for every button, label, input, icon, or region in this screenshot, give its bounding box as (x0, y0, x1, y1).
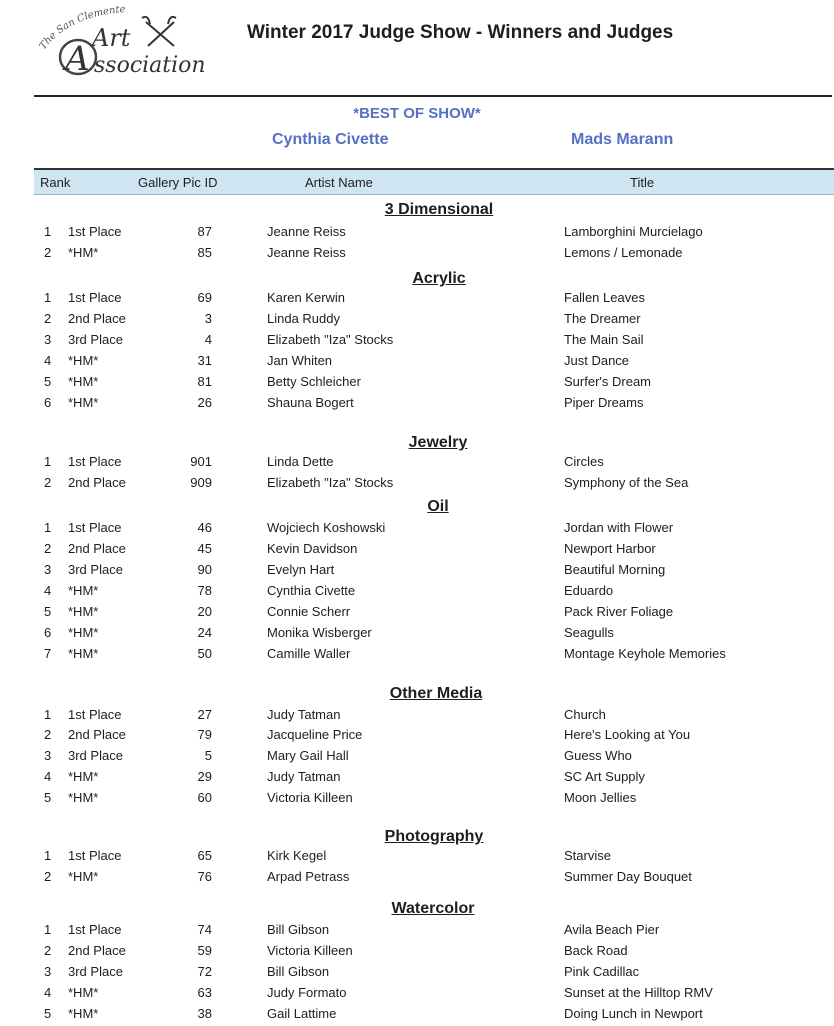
logo-initial: A (65, 39, 90, 78)
artwork-title: Montage Keyhole Memories (564, 646, 726, 661)
category-heading: Oil (427, 498, 449, 515)
table-row (0, 1006, 834, 1026)
table-row (0, 475, 834, 495)
gallery-pic-id: 4 (204, 332, 212, 347)
table-row (0, 520, 834, 540)
gallery-pic-id: 29 (197, 769, 212, 784)
artist-name: Linda Ruddy (267, 311, 340, 326)
table-row (0, 748, 834, 768)
table-row (0, 727, 834, 747)
artwork-title: Pack River Foliage (564, 604, 674, 619)
best-of-show-winner: Mads Marann (571, 131, 674, 148)
gallery-pic-id: 45 (197, 541, 212, 556)
table-row (0, 625, 834, 645)
artist-name: Karen Kerwin (267, 290, 346, 305)
rank-number: 4 (44, 583, 52, 598)
placement: *HM* (68, 604, 99, 619)
table-row (0, 790, 834, 810)
category-heading: Watercolor (391, 900, 475, 917)
art-association-logo (34, 2, 204, 78)
gallery-pic-id: 60 (197, 790, 212, 805)
table-header (34, 168, 834, 195)
table-row (0, 646, 834, 666)
title-divider (34, 95, 832, 97)
placement: *HM* (68, 985, 99, 1000)
logo-word-art: Art (92, 24, 131, 52)
artwork-title: Jordan with Flower (564, 520, 674, 535)
rank-number: 4 (44, 769, 52, 784)
table-row (0, 224, 834, 244)
rank-number: 2 (44, 869, 52, 884)
column-header-rank: Rank (40, 175, 71, 190)
rank-number: 6 (44, 625, 52, 640)
table-row (0, 985, 834, 1005)
gallery-pic-id: 59 (197, 943, 212, 958)
rank-number: 3 (44, 332, 52, 347)
artist-name: Bill Gibson (267, 964, 330, 979)
artist-name: Arpad Petrass (267, 869, 350, 884)
gallery-pic-id: 90 (197, 562, 212, 577)
artist-name: Jan Whiten (267, 353, 333, 368)
gallery-pic-id: 65 (197, 848, 212, 863)
rank-number: 2 (44, 541, 52, 556)
rank-number: 4 (44, 353, 52, 368)
gallery-pic-id: 3 (204, 311, 212, 326)
rank-number: 1 (44, 922, 52, 937)
gallery-pic-id: 38 (197, 1006, 212, 1021)
best-of-show-winner: Cynthia Civette (272, 131, 389, 148)
rank-number: 1 (44, 454, 52, 469)
placement: 1st Place (68, 520, 122, 535)
placement: 1st Place (68, 290, 122, 305)
category-heading: 3 Dimensional (384, 201, 494, 218)
rank-number: 3 (44, 964, 52, 979)
artwork-title: Church (564, 707, 606, 722)
table-row (0, 311, 834, 331)
document-title: Winter 2017 Judge Show - Winners and Judges (247, 22, 674, 43)
placement: 2nd Place (68, 541, 126, 556)
placement: *HM* (68, 374, 99, 389)
artwork-title: Guess Who (564, 748, 632, 763)
table-row (0, 562, 834, 582)
placement: *HM* (68, 625, 99, 640)
artwork-title: Eduardo (564, 583, 614, 598)
table-row (0, 943, 834, 963)
gallery-pic-id: 20 (197, 604, 212, 619)
rank-number: 5 (44, 604, 52, 619)
gallery-pic-id: 24 (197, 625, 212, 640)
artwork-title: Seagulls (564, 625, 614, 640)
artist-name: Jacqueline Price (267, 727, 363, 742)
placement: 3rd Place (68, 332, 123, 347)
artwork-title: Lamborghini Murcielago (564, 224, 703, 239)
table-row (0, 869, 834, 889)
rank-number: 3 (44, 748, 52, 763)
artist-name: Judy Tatman (267, 769, 341, 784)
table-row (0, 922, 834, 942)
gallery-pic-id: 31 (197, 353, 212, 368)
rank-number: 1 (44, 848, 52, 863)
artwork-title: Avila Beach Pier (564, 922, 660, 937)
placement: 1st Place (68, 707, 122, 722)
table-row (0, 332, 834, 352)
table-row (0, 290, 834, 310)
gallery-pic-id: 76 (197, 869, 212, 884)
gallery-pic-id: 85 (197, 245, 212, 260)
artwork-title: Summer Day Bouquet (564, 869, 692, 884)
artwork-title: Symphony of the Sea (564, 475, 689, 490)
logo-arc-text: The San Clemente (37, 4, 126, 52)
artwork-title: Here's Looking at You (564, 727, 691, 742)
placement: *HM* (68, 790, 99, 805)
placement: 2nd Place (68, 311, 126, 326)
gallery-pic-id: 909 (190, 475, 212, 490)
artist-name: Judy Tatman (267, 707, 341, 722)
brushes-icon (142, 17, 176, 46)
artist-name: Wojciech Koshowski (267, 520, 386, 535)
artist-name: Jeanne Reiss (267, 224, 346, 239)
rank-number: 7 (44, 646, 52, 661)
artwork-title: Back Road (564, 943, 628, 958)
gallery-pic-id: 27 (197, 707, 212, 722)
table-row (0, 583, 834, 603)
placement: *HM* (68, 245, 99, 260)
placement: 2nd Place (68, 727, 126, 742)
artwork-title: Beautiful Morning (564, 562, 666, 577)
artist-name: Kirk Kegel (267, 848, 327, 863)
placement: *HM* (68, 646, 99, 661)
artwork-title: Just Dance (564, 353, 630, 368)
rank-number: 2 (44, 943, 52, 958)
rank-number: 2 (44, 475, 52, 490)
table-row (0, 395, 834, 415)
artwork-title: Starvise (564, 848, 611, 863)
artist-name: Camille Waller (267, 646, 351, 661)
artwork-title: SC Art Supply (564, 769, 645, 784)
rank-number: 5 (44, 1006, 52, 1021)
table-row (0, 848, 834, 868)
placement: 1st Place (68, 848, 122, 863)
artwork-title: Doing Lunch in Newport (564, 1006, 703, 1021)
column-header-gallery-id: Gallery Pic ID (138, 175, 218, 190)
artwork-title: Fallen Leaves (564, 290, 645, 305)
placement: 3rd Place (68, 964, 123, 979)
rank-number: 6 (44, 395, 52, 410)
rank-number: 2 (44, 727, 52, 742)
placement: *HM* (68, 1006, 99, 1021)
artist-name: Betty Schleicher (267, 374, 361, 389)
table-row (0, 604, 834, 624)
rank-number: 1 (44, 224, 52, 239)
artist-name: Mary Gail Hall (267, 748, 349, 763)
artwork-title: Surfer's Dream (564, 374, 652, 389)
rank-number: 4 (44, 985, 52, 1000)
rank-number: 1 (44, 520, 52, 535)
gallery-pic-id: 901 (190, 454, 212, 469)
table-row (0, 964, 834, 984)
gallery-pic-id: 50 (197, 646, 212, 661)
placement: 3rd Place (68, 562, 123, 577)
artwork-title: The Dreamer (564, 311, 641, 326)
rank-number: 1 (44, 290, 52, 305)
placement: 1st Place (68, 454, 122, 469)
category-heading: Other Media (389, 685, 483, 702)
column-header-artist: Artist Name (305, 175, 373, 190)
artist-name: Shauna Bogert (267, 395, 354, 410)
artist-name: Elizabeth "Iza" Stocks (267, 475, 394, 490)
artist-name: Elizabeth "Iza" Stocks (267, 332, 394, 347)
artist-name: Judy Formato (267, 985, 347, 1000)
artist-name: Victoria Killeen (267, 790, 353, 805)
category-heading: Jewelry (408, 434, 468, 451)
artist-name: Monika Wisberger (267, 625, 372, 640)
table-row (0, 245, 834, 265)
gallery-pic-id: 5 (204, 748, 212, 763)
best-of-show-label: *BEST OF SHOW* (353, 105, 481, 122)
placement: 2nd Place (68, 943, 126, 958)
artist-name: Cynthia Civette (267, 583, 356, 598)
artwork-title: Circles (564, 454, 604, 469)
artwork-title: Pink Cadillac (564, 964, 640, 979)
placement: *HM* (68, 869, 99, 884)
placement: 3rd Place (68, 748, 123, 763)
placement: 2nd Place (68, 475, 126, 490)
artist-name: Victoria Killeen (267, 943, 353, 958)
gallery-pic-id: 78 (197, 583, 212, 598)
placement: 1st Place (68, 922, 122, 937)
rank-number: 2 (44, 311, 52, 326)
rank-number: 5 (44, 790, 52, 805)
artwork-title: Newport Harbor (564, 541, 656, 556)
rank-number: 5 (44, 374, 52, 389)
table-row (0, 541, 834, 561)
table-row (0, 353, 834, 373)
category-heading: Acrylic (412, 270, 466, 287)
artist-name: Linda Dette (267, 454, 334, 469)
rank-number: 1 (44, 707, 52, 722)
table-row (0, 769, 834, 789)
artwork-title: Piper Dreams (564, 395, 644, 410)
gallery-pic-id: 63 (197, 985, 212, 1000)
gallery-pic-id: 79 (197, 727, 212, 742)
artwork-title: Moon Jellies (564, 790, 637, 805)
artist-name: Bill Gibson (267, 922, 330, 937)
rank-number: 3 (44, 562, 52, 577)
artwork-title: The Main Sail (564, 332, 644, 347)
artist-name: Jeanne Reiss (267, 245, 346, 260)
category-heading: Photography (384, 828, 484, 845)
table-row (0, 374, 834, 394)
table-row (0, 707, 834, 727)
rank-number: 2 (44, 245, 52, 260)
placement: *HM* (68, 769, 99, 784)
artist-name: Evelyn Hart (267, 562, 335, 577)
gallery-pic-id: 74 (197, 922, 212, 937)
placement: *HM* (68, 583, 99, 598)
table-row (0, 454, 834, 474)
artwork-title: Lemons / Lemonade (564, 245, 683, 260)
artist-name: Gail Lattime (267, 1006, 337, 1021)
artwork-title: Sunset at the Hilltop RMV (564, 985, 713, 1000)
gallery-pic-id: 81 (197, 374, 212, 389)
column-header-title: Title (630, 175, 655, 190)
gallery-pic-id: 87 (197, 224, 212, 239)
gallery-pic-id: 69 (197, 290, 212, 305)
logo-word-association: ssociation (94, 53, 204, 78)
placement: *HM* (68, 353, 99, 368)
placement: 1st Place (68, 224, 122, 239)
gallery-pic-id: 26 (197, 395, 212, 410)
artist-name: Connie Scherr (267, 604, 351, 619)
gallery-pic-id: 46 (197, 520, 212, 535)
placement: *HM* (68, 395, 99, 410)
artist-name: Kevin Davidson (267, 541, 358, 556)
gallery-pic-id: 72 (197, 964, 212, 979)
